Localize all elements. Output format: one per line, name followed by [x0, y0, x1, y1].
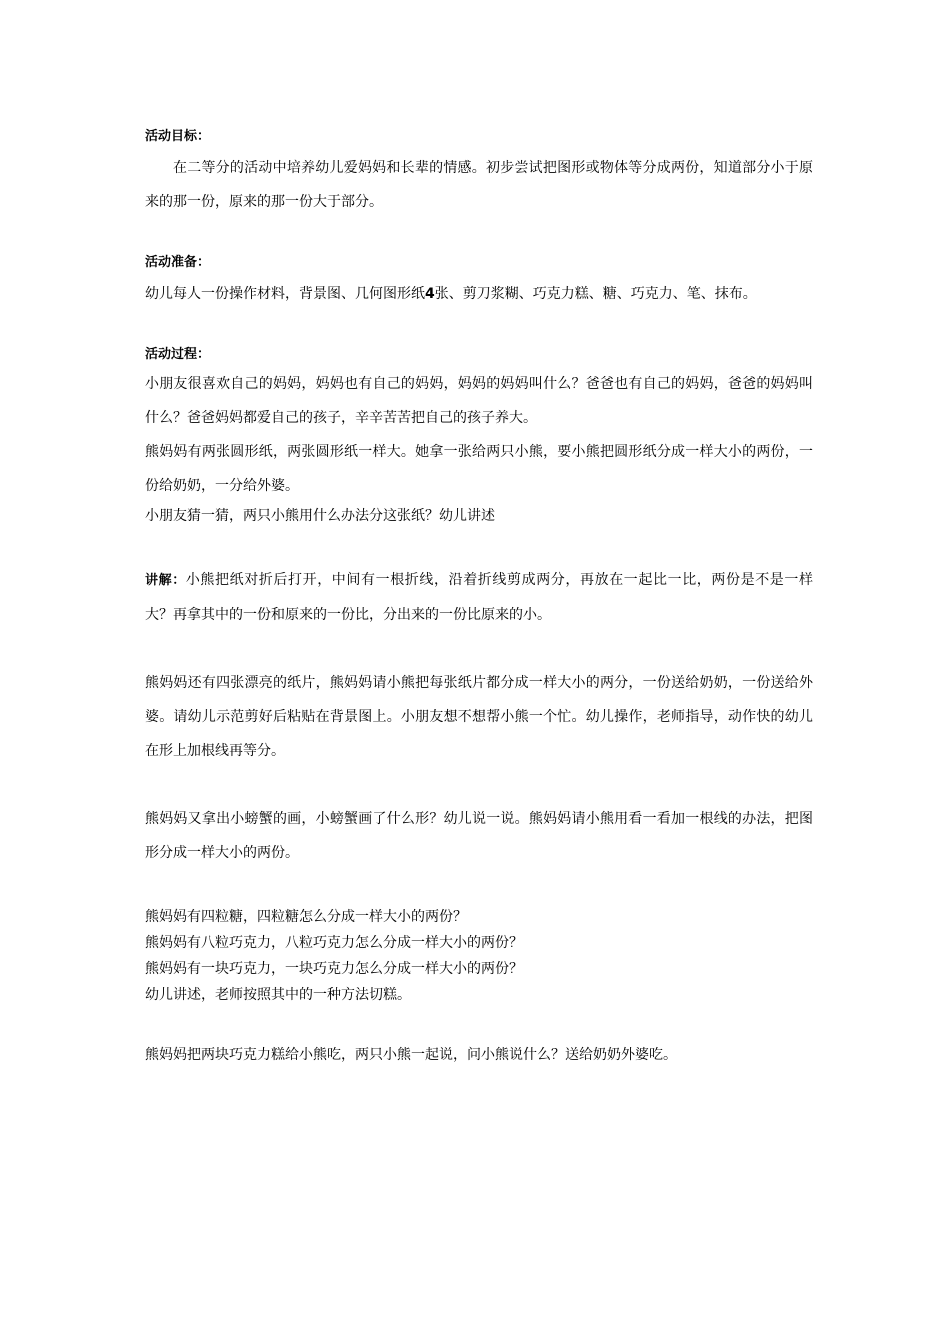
paper-paragraph: 熊妈妈还有四张漂亮的纸片，熊妈妈请小熊把每张纸片都分成一样大小的两分，一份送给奶奶，一份送给外婆。请幼儿示范剪好后粘贴在背景图上。小朋友想不想帮小熊一个忙。幼儿操作，老师指导，动作快的幼儿在形上加根线再等分。 — [145, 675, 813, 759]
question-line: 熊妈妈有八粒巧克力，八粒巧克力怎么分成一样大小的两份？ — [145, 935, 523, 951]
spacer — [145, 311, 813, 345]
prep-number: 4 — [425, 286, 435, 302]
process-paragraph-3: 小朋友猜一猜，两只小熊用什么办法分这张纸？幼儿讲述 — [145, 508, 495, 524]
prep-paragraph — [145, 277, 813, 311]
spacer — [145, 870, 813, 904]
spacer — [145, 219, 813, 253]
question-line: 幼儿讲述，老师按照其中的一种方法切糕。 — [145, 987, 411, 1003]
spacer — [145, 1008, 813, 1042]
explain-paragraph — [145, 563, 813, 632]
document-body — [145, 127, 813, 1068]
question-line: 熊妈妈有一块巧克力，一块巧克力怎么分成一样大小的两份？ — [145, 961, 523, 977]
explain-text: 小熊把纸对折后打开，中间有一根折线，沿着折线剪成两分，再放在一起比一比，两份是不是一样大？再拿其中的一份和原来的一份比，分出来的一份比原来的小。 — [145, 572, 813, 623]
spacer — [145, 768, 813, 802]
spacer — [145, 632, 813, 666]
prep-text-after: 张、剪刀浆糊、巧克力糕、糖、巧克力、笔、抹布。 — [434, 286, 757, 302]
process-paragraph-1: 小朋友很喜欢自己的妈妈，妈妈也有自己的妈妈，妈妈的妈妈叫什么？爸爸也有自己的妈妈，爸爸的妈妈叫什么？爸爸妈妈都爱自己的孩子，辛辛苦苦把自己的孩子养大。 — [145, 376, 813, 426]
prep-heading: 活动准备： — [145, 255, 211, 270]
process-paragraph-2: 熊妈妈有两张圆形纸，两张圆形纸一样大。她拿一张给两只小熊，要小熊把圆形纸分成一样大小的两份，一份给奶奶，一分给外婆。 — [145, 444, 813, 494]
crab-paragraph: 熊妈妈又拿出小螃蟹的画，小螃蟹画了什么形？幼儿说一说。熊妈妈请小熊用看一看加一根线的办法，把图形分成一样大小的两份。 — [145, 811, 813, 861]
explain-label: 讲解： — [145, 573, 186, 588]
ending-paragraph: 熊妈妈把两块巧克力糕给小熊吃，两只小熊一起说，问小熊说什么？送给奶奶外婆吃。 — [145, 1047, 677, 1063]
goal-heading: 活动目标： — [145, 129, 211, 144]
process-heading: 活动过程： — [145, 347, 211, 362]
prep-text-before: 幼儿每人一份操作材料，背景图、几何图形纸 — [145, 286, 425, 302]
question-line: 熊妈妈有四粒糖，四粒糖怎么分成一样大小的两份？ — [145, 909, 467, 925]
goal-paragraph: 在二等分的活动中培养幼儿爱妈妈和长辈的情感。初步尝试把图形或物体等分成两份，知道部分小于原来的那一份，原来的那一份大于部分。 — [145, 160, 813, 210]
spacer — [145, 529, 813, 563]
